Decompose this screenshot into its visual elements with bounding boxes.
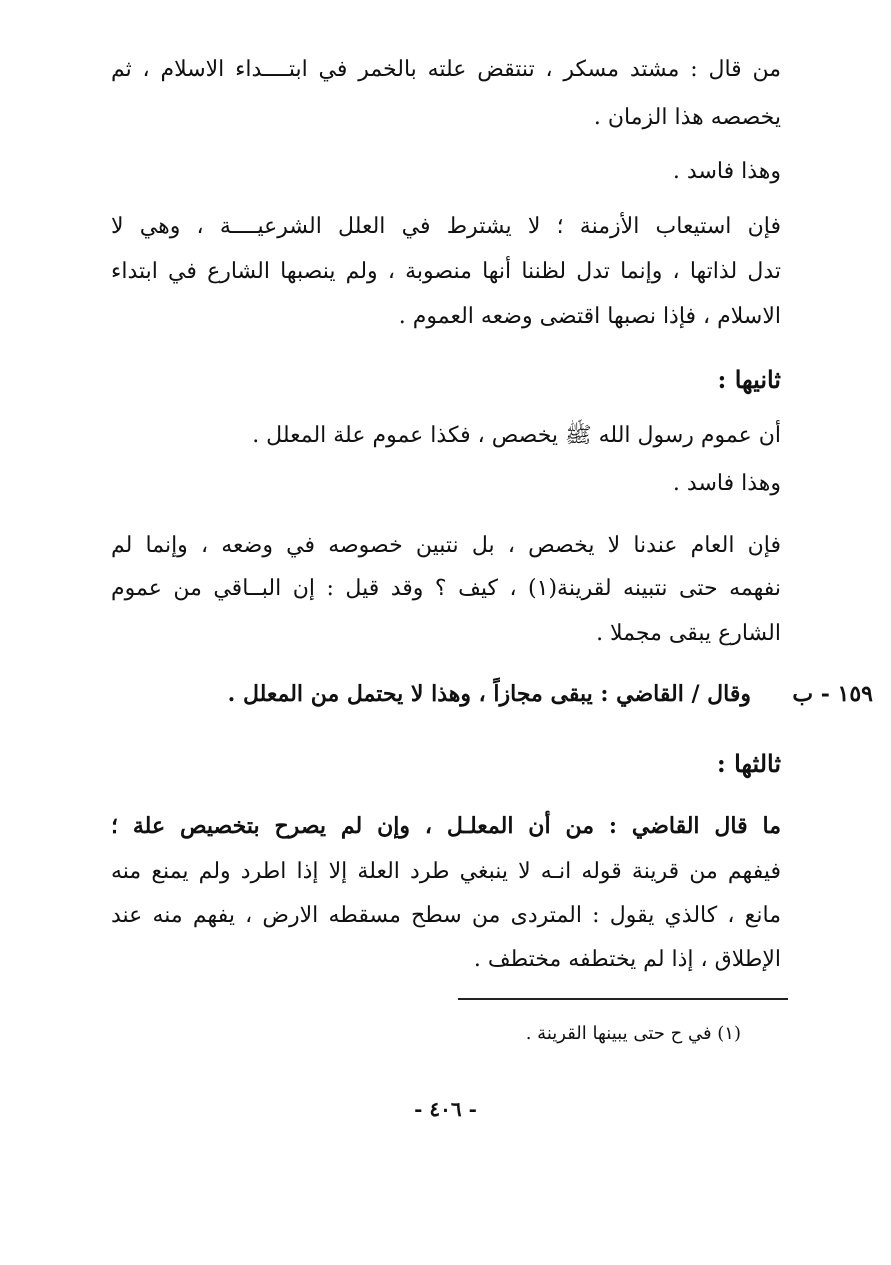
paragraph1-line1: من قال : مشتد مسكر ، تنتقض علته بالخمر في ابتــــداء الاسلام ، ثم	[111, 57, 781, 82]
folio-margin-note: ١٥٩ - ب	[792, 681, 873, 707]
paragraph4-line2: وهذا فاسد .	[672, 471, 781, 496]
paragraph4-line1: أن عموم رسول الله ﷺ يخصص ، فكذا عموم علة المعلل .	[252, 423, 781, 448]
paragraph2-line1: وهذا فاسد .	[672, 159, 781, 184]
paragraph5-line4: وقال / القاضي : يبقى مجازاً ، وهذا لا يحتمل من المعلل .	[227, 681, 751, 707]
paragraph1-line2: يخصصه هذا الزمان .	[593, 105, 781, 130]
paragraph5-line1: فإن العام عندنا لا يخصص ، بل نتبين خصوصه في وضعه ، وإنما لم	[111, 533, 781, 558]
paragraph5-line2: نفهمه حتى نتبينه لقرينة(١) ، كيف ؟ وقد قيل : إن البــاقي من عموم	[111, 576, 781, 601]
footnote-divider	[458, 998, 788, 1000]
paragraph6-line3: مانع ، كالذي يقول : المتردى من سطح مسقطه الارض ، يفهم منه عند	[111, 903, 781, 928]
heading-second: ثانيها :	[717, 365, 781, 394]
heading-third: ثالثها :	[716, 749, 781, 778]
footnote: (١) في ح حتى يبينها القرينة .	[525, 1023, 741, 1044]
page-number: - ٤٠٦ -	[414, 1097, 477, 1121]
paragraph3-line3: الاسلام ، فإذا نصبها اقتضى وضعه العموم .	[398, 304, 781, 329]
paragraph6-line1: ما قال القاضي : من أن المعلـل ، وإن لم يصرح بتخصيص علة ؛	[111, 813, 781, 839]
paragraph5-line3: الشارع يبقى مجملا .	[596, 621, 781, 646]
paragraph3-line2: تدل لذاتها ، وإنما تدل لظننا أنها منصوبة ، ولم ينصبها الشارع في ابتداء	[111, 259, 781, 284]
paragraph6-line4: الإطلاق ، إذا لم يختطفه مختطف .	[473, 947, 781, 972]
paragraph3-line1: فإن استيعاب الأزمنة ؛ لا يشترط في العلل الشرعيــــة ، وهي لا	[111, 214, 781, 239]
paragraph6-line2: فيفهم من قرينة قوله انـه لا ينبغي طرد العلة إلا إذا اطرد ولم يمنع منه	[111, 859, 781, 884]
